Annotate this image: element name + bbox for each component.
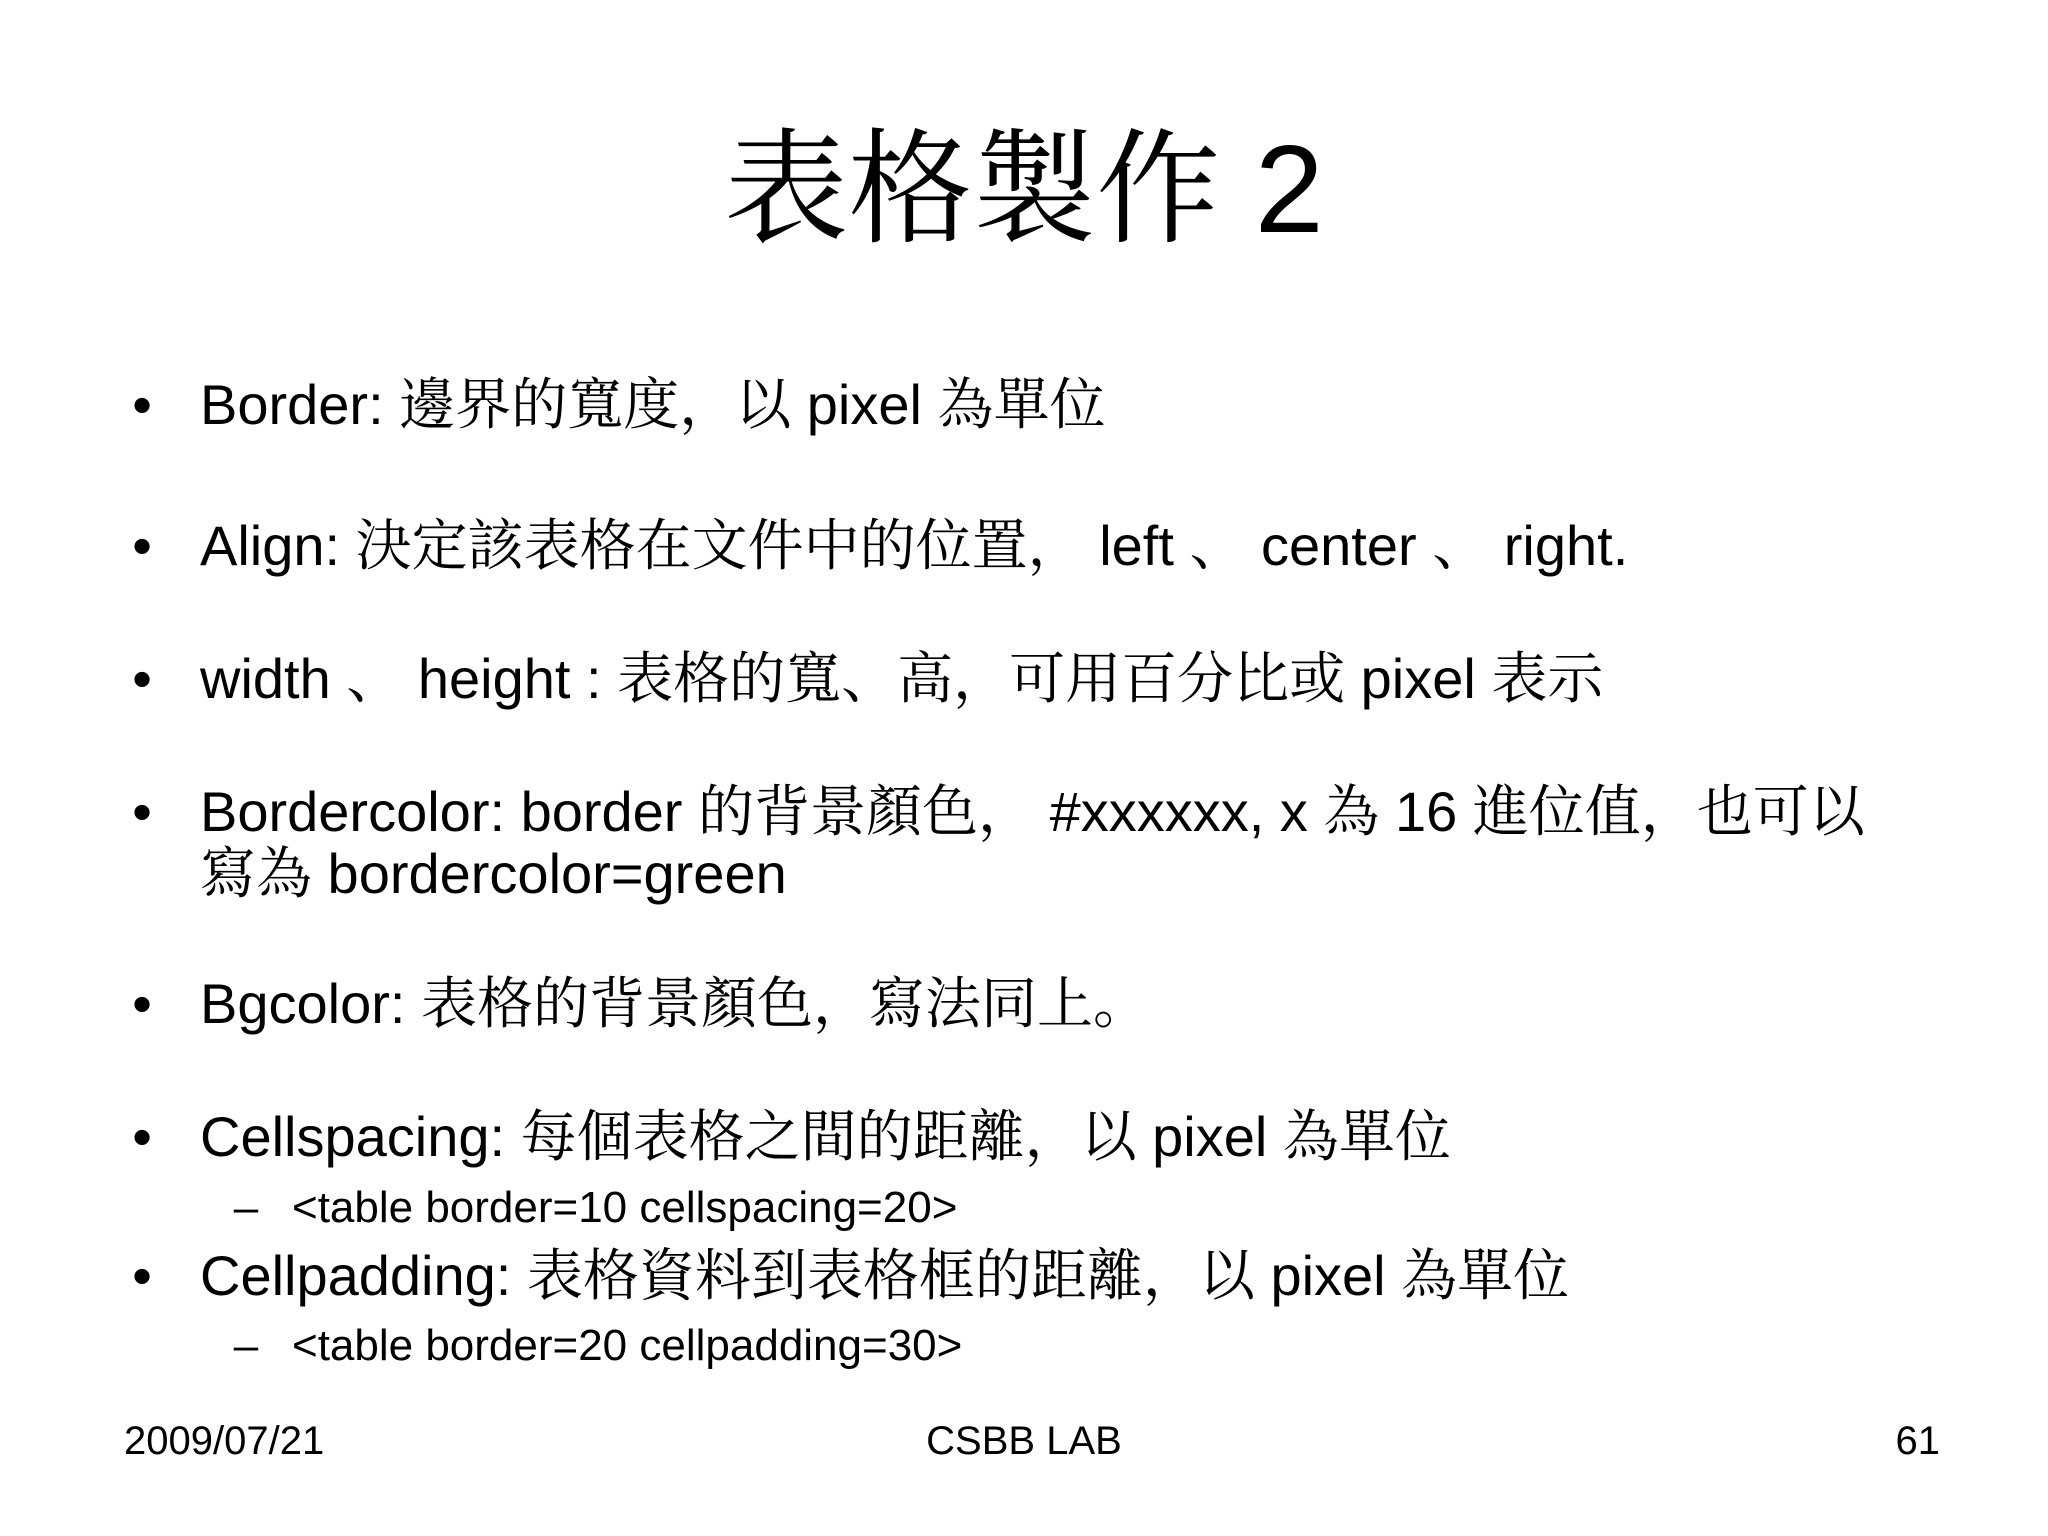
bullet-text: width 、 height : 表格的寬、高，可用百分比或 pixel 表示 bbox=[200, 647, 1604, 710]
bullet-item-bgcolor bbox=[132, 972, 1940, 1035]
bullet-text: Cellpadding: 表格資料到表格框的距離，以 pixel 為單位 bbox=[200, 1244, 1570, 1307]
bullet-item-width-height bbox=[132, 647, 1940, 710]
footer-lab-name: CSBB LAB bbox=[926, 1419, 1122, 1463]
bullet-item-border bbox=[132, 373, 1940, 436]
bullet-text-line2: 寫為 bordercolor=green bbox=[200, 842, 787, 905]
footer-page-number: 61 bbox=[1895, 1419, 1940, 1463]
bullet-item-align bbox=[132, 514, 1940, 577]
bullet-text-line1: Bordercolor: border 的背景顏色， #xxxxxx, x 為 16 進位值，也可以 bbox=[200, 780, 1865, 843]
bullet-dot: • bbox=[132, 1244, 152, 1307]
sub-item-cellpadding-example bbox=[233, 1320, 1932, 1372]
sub-item-cellspacing-example bbox=[233, 1182, 1932, 1234]
bullet-dot: • bbox=[132, 1105, 152, 1168]
bullet-item-bordercolor bbox=[132, 780, 1940, 905]
bullet-text: Border: 邊界的寬度，以 pixel 為單位 bbox=[200, 373, 1106, 436]
bullet-dot: • bbox=[132, 373, 152, 436]
bullet-item-cellpadding bbox=[132, 1244, 1940, 1307]
bullet-dot: • bbox=[132, 647, 152, 710]
sub-text: <table border=20 cellpadding=30> bbox=[292, 1321, 963, 1370]
bullet-item-cellspacing bbox=[132, 1105, 1940, 1168]
footer-date: 2009/07/21 bbox=[124, 1419, 325, 1463]
sub-dash: – bbox=[233, 1183, 259, 1232]
bullet-dot: • bbox=[132, 514, 152, 577]
bullet-text: Align: 決定該表格在文件中的位置， left 、 center 、 right. bbox=[200, 514, 1629, 577]
bullet-text: Cellspacing: 每個表格之間的距離，以 pixel 為單位 bbox=[200, 1105, 1451, 1168]
bullet-text: Bgcolor: 表格的背景顏色，寫法同上。 bbox=[200, 972, 1149, 1035]
bullet-dot: • bbox=[132, 972, 152, 1035]
sub-dash: – bbox=[233, 1321, 259, 1370]
slide-title: 表格製作 2 bbox=[724, 121, 1324, 259]
bullet-dot: • bbox=[132, 780, 152, 843]
sub-text: <table border=10 cellspacing=20> bbox=[292, 1183, 958, 1232]
